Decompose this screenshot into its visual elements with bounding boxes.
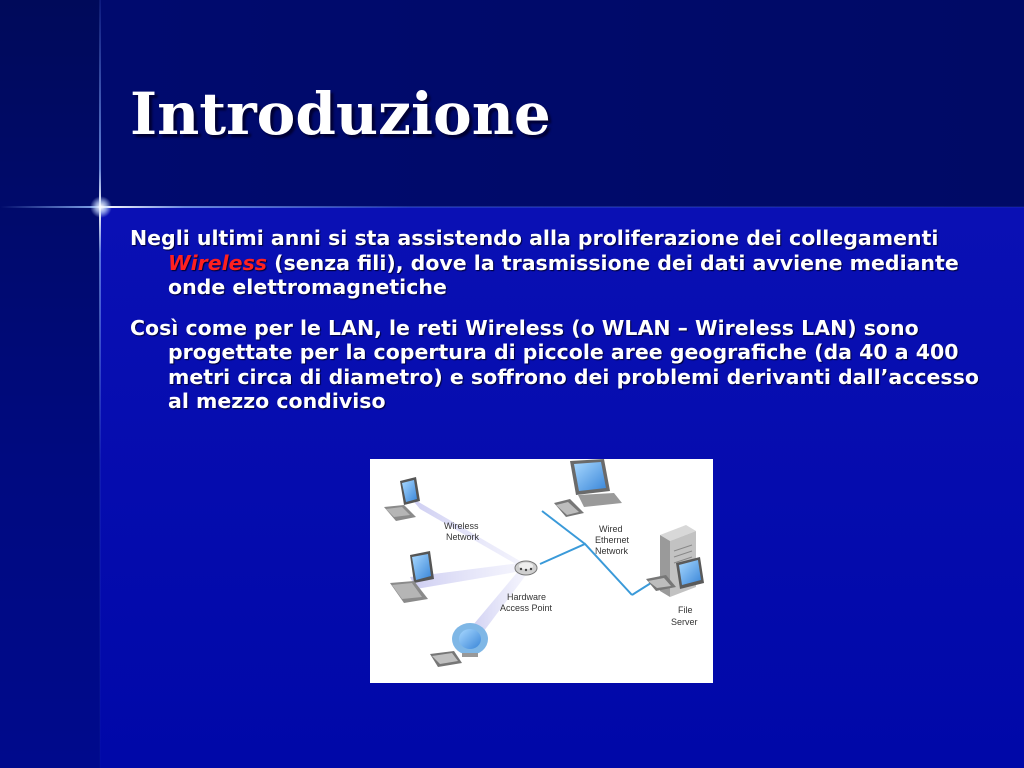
slide-title: Introduzione	[130, 80, 551, 148]
desktop-computer-icon	[430, 623, 488, 667]
light-flare-icon	[90, 196, 112, 218]
label-access-point: Access Point	[500, 603, 553, 613]
keyword-wireless: Wireless	[168, 250, 267, 275]
label-wireless-network: Wireless	[444, 521, 479, 531]
bullet-item	[130, 226, 980, 300]
label-file-server: Server	[671, 617, 698, 627]
network-diagram	[370, 459, 713, 683]
label-wired-network: Network	[595, 546, 629, 556]
bullet-text: (senza fili), dove la trasmissione dei dati avviene mediante onde elettromagnetiche	[168, 250, 959, 299]
bullet-text: Negli ultimi anni si sta assistendo alla proliferazione dei collegamenti	[130, 226, 939, 250]
access-point-icon	[515, 561, 537, 575]
decorative-vertical-line	[99, 0, 101, 768]
label-wireless-network: Network	[446, 532, 480, 542]
label-wired-network: Ethernet	[595, 535, 630, 545]
bullet-list	[130, 226, 980, 430]
bullet-text: Così come per le LAN, le reti Wireless (o WLAN – Wireless LAN) sono progettate per la copertura di piccole aree geografiche (da 40 a 400 metri circa di diametro) e soffrono dei problemi derivanti dall’accesso al mezzo condiviso	[130, 315, 979, 413]
bullet-item	[130, 316, 980, 414]
desktop-computer-icon	[554, 459, 622, 517]
file-server-icon	[646, 525, 704, 597]
wired-link	[542, 511, 585, 544]
label-file-server: File	[678, 605, 693, 615]
label-access-point: Hardware	[507, 592, 547, 602]
label-wired-network: Wired	[599, 524, 623, 534]
laptop-icon	[384, 477, 420, 521]
decorative-horizontal-line	[0, 206, 1024, 208]
background-left-band	[0, 0, 100, 768]
